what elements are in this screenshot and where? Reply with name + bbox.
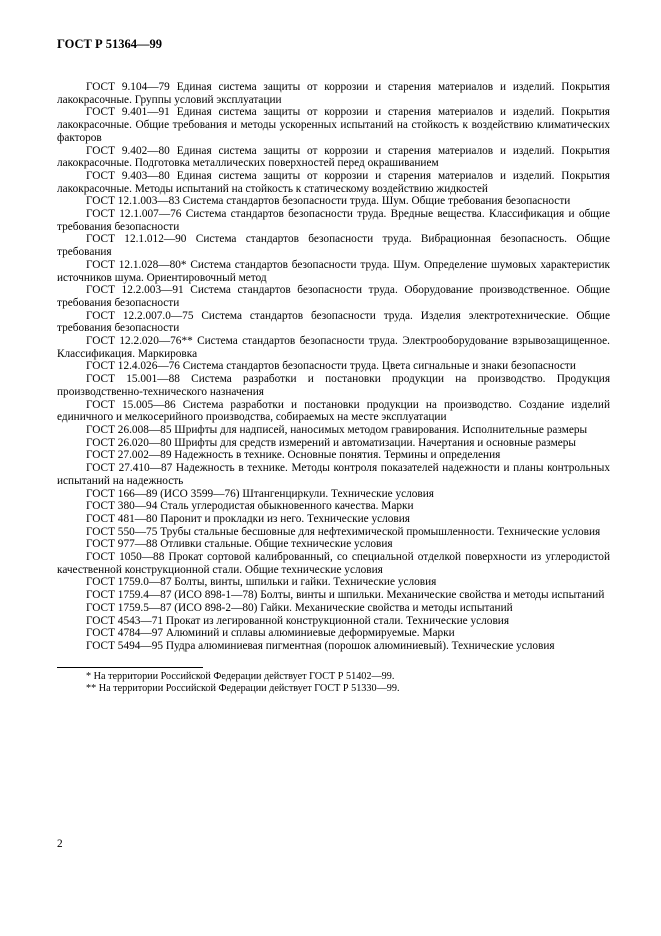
standard-entry [57, 259, 610, 284]
standard-entry [57, 195, 610, 208]
standard-code: ГОСТ 12.2.003—91 [86, 284, 184, 297]
standard-entry [57, 360, 610, 373]
document-title: ГОСТ Р 51364—99 [57, 37, 163, 51]
standard-code: ГОСТ 481—80 [86, 512, 158, 525]
standard-entry [57, 310, 610, 335]
standard-code: ГОСТ 5494—95 [86, 639, 163, 652]
standard-entry [57, 589, 610, 602]
standard-code: ГОСТ 977—88 [86, 538, 158, 551]
standard-entry [57, 335, 610, 360]
standard-title: Система стандартов безопасности труда. Шум. Общие требования безопасности [182, 195, 571, 208]
page-number: 2 [57, 838, 63, 850]
standard-code: ГОСТ 12.1.012—90 [86, 233, 187, 246]
standard-entry [57, 449, 610, 462]
standard-title: Система стандартов безопасности труда. Электрооборудование взрывозащищенное. Классификация. Маркировка [57, 335, 610, 360]
standard-entry [57, 233, 610, 258]
standard-code: ГОСТ 12.1.028—80* [86, 258, 187, 271]
standard-title: Система стандартов безопасности труда. Вибрационная безопасность. Общие требования [57, 233, 610, 259]
standard-entry [57, 538, 610, 551]
standard-code: ГОСТ 12.2.007.0—75 [86, 309, 194, 322]
standard-title: Алюминий и сплавы алюминиевые деформируемые. Марки [165, 627, 455, 640]
standard-title: Единая система защиты от коррозии и старения материалов и изделий. Покрытия лакокрасочные. Подготовка металлических поверхностей перед окрашиванием [57, 144, 610, 170]
standard-entry [57, 488, 610, 501]
standard-entry [57, 424, 610, 437]
standard-entry [57, 615, 610, 628]
standard-title: Отливки стальные. Общие технические условия [160, 538, 393, 551]
standard-title: Система стандартов безопасности труда. Шум. Определение шумовых характеристик источников шума. Ориентировочный метод [57, 258, 610, 284]
standard-title: Надежность в технике. Основные понятия. Термины и определения [174, 449, 501, 462]
standard-code: ГОСТ 1759.4—87 (ИСО 898-1—78) [86, 589, 258, 602]
standard-title: Система разработки и постановки продукции на производство. Продукция производственно-технического назначения [57, 373, 611, 398]
standard-code: ГОСТ 15.001—88 [86, 373, 180, 386]
standard-entry [57, 576, 610, 589]
standard-title: Система стандартов безопасности труда. Оборудование производственное. Общие требования безопасности [57, 284, 610, 309]
footnote-block [57, 667, 610, 696]
standard-title: Система стандартов безопасности труда. Вредные вещества. Классификация и общие требования безопасности [57, 208, 610, 233]
standard-code: ГОСТ 4543—71 [86, 614, 163, 627]
standard-code: ГОСТ 12.1.007—76 [86, 208, 182, 221]
standard-code: ГОСТ 9.104—79 [86, 81, 170, 93]
standard-title: Болты, винты, шпильки и гайки. Технические условия [174, 576, 437, 589]
standard-entry [57, 640, 610, 653]
standard-code: ГОСТ 27.410—87 [86, 462, 173, 475]
standard-code: ГОСТ 26.020—80 [86, 436, 172, 449]
standard-title: Сталь углеродистая обыкновенного качества. Марки [160, 500, 414, 513]
standard-code: ГОСТ 1050—88 [86, 551, 165, 564]
standard-entry [57, 513, 610, 526]
standard-code: ГОСТ 9.403—80 [86, 169, 170, 182]
standard-code: ГОСТ 550—75 [86, 525, 158, 538]
standard-title: Прокат сортовой калиброванный, со специальной отделкой поверхности из углеродистой качественной конструкционной стали. Общие технические условия [57, 551, 611, 576]
standard-entry [57, 284, 610, 309]
standard-entry [57, 106, 610, 144]
standard-title: Единая система защиты от коррозии и старения материалов и изделий. Покрытия лакокрасочные. Общие требования и методы ускоренных испытаний на стойкость к воздействию климатических факторов [57, 106, 610, 144]
standard-code: ГОСТ 9.402—80 [86, 144, 170, 157]
standard-entry [57, 462, 610, 487]
standard-entry [57, 602, 610, 615]
footnote-separator [57, 667, 203, 668]
footnote: * На территории Российской Федерации действует ГОСТ Р 51402—99. [86, 670, 395, 682]
standard-code: ГОСТ 12.1.003—83 [86, 195, 180, 208]
standard-title: Гайки. Механические свойства и методы испытаний [260, 601, 513, 614]
standard-entry [57, 373, 610, 398]
standard-entry [57, 551, 610, 576]
standard-title: Шрифты для средств измерений и автоматизации. Начертания и основные размеры [174, 436, 576, 449]
standards-list [57, 81, 610, 653]
standard-code: ГОСТ 380—94 [86, 500, 158, 513]
standard-title: Система разработки и постановки продукции на производство. Создание изделий единичного и мелкосерийного производства, собираемых на месте эксплуатации [57, 398, 611, 424]
standard-title: Паронит и прокладки из него. Технические условия [160, 512, 410, 525]
standard-code: ГОСТ 15.005—86 [86, 398, 176, 411]
standard-code: ГОСТ 4784—97 [86, 627, 163, 640]
standard-title: Система стандартов безопасности труда. Цвета сигнальные и знаки безопасности [182, 360, 576, 373]
standard-code: ГОСТ 9.401—91 [86, 106, 170, 119]
standard-code: ГОСТ 12.4.026—76 [86, 360, 180, 373]
standard-code: ГОСТ 12.2.020—76** [86, 335, 193, 348]
standard-code: ГОСТ 1759.0—87 [86, 576, 172, 589]
standard-code: ГОСТ 166—89 (ИСО 3599—76) [86, 487, 240, 500]
standard-code: ГОСТ 26.008—85 [86, 423, 172, 436]
standard-entry [57, 627, 610, 640]
standard-title: Единая система защиты от коррозии и старения материалов и изделий. Покрытия лакокрасочные. Методы испытаний на стойкость к статическому воздействию жидкостей [57, 169, 610, 195]
standard-title: Шрифты для надписей, наносимых методом гравирования. Исполнительные размеры [174, 423, 588, 436]
standard-title: Система стандартов безопасности труда. Изделия электротехнические. Общие требования безопасности [57, 309, 610, 335]
standard-entry [57, 81, 610, 106]
standard-entry [57, 145, 610, 170]
standard-code: ГОСТ 1759.5—87 (ИСО 898-2—80) [86, 601, 258, 614]
standard-code: ГОСТ 27.002—89 [86, 449, 172, 462]
standard-entry [57, 399, 610, 424]
standard-title: Единая система защиты от коррозии и старения материалов и изделий. Покрытия лакокрасочные. Группы условий эксплуатации [57, 81, 610, 106]
standard-title: Прокат из легированной конструкционной стали. Технические условия [165, 614, 510, 627]
standard-entry [57, 500, 610, 513]
standard-title: Штангенциркули. Технические условия [242, 487, 434, 500]
standard-entry [57, 526, 610, 539]
standard-entry [57, 170, 610, 195]
standard-entry [57, 208, 610, 233]
standard-title: Трубы стальные бесшовные для нефтехимической промышленности. Технические условия [160, 525, 601, 538]
standard-title: Пудра алюминиевая пигментная (порошок алюминиевый). Технические условия [165, 639, 555, 652]
standard-title: Надежность в технике. Методы контроля показателей надежности и планы контрольных испытаний на надежность [57, 462, 610, 487]
standard-title: Болты, винты и шпильки. Механические свойства и методы испытаний [260, 589, 605, 602]
standard-entry [57, 437, 610, 450]
footnote: ** На территории Российской Федерации действует ГОСТ Р 51330—99. [86, 682, 400, 694]
